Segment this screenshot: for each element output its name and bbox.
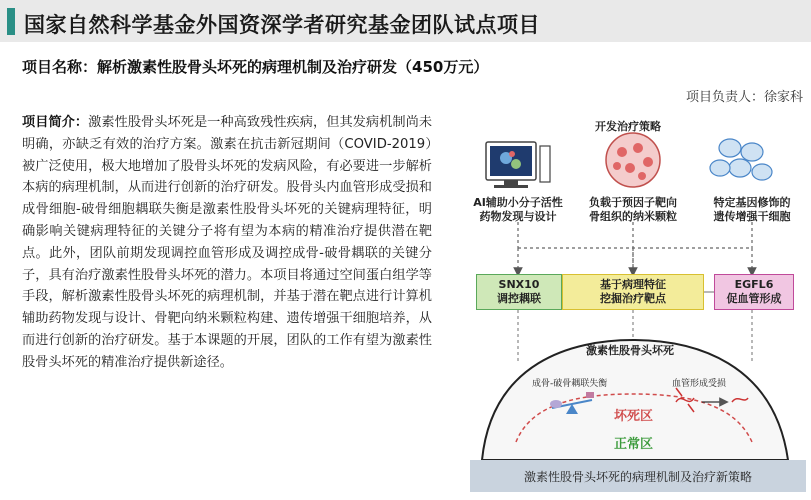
computer-icon: [486, 142, 550, 188]
mechanism-figure: [462, 112, 808, 492]
strategy-nano-line2: 骨组织的纳米颗粒: [589, 210, 677, 223]
target-line2: 挖掘治疗靶点: [600, 292, 666, 305]
vessel-label: 血管形成受损: [672, 379, 727, 389]
project-name: 项目名称：解析激素性股骨头坏死的病理机制及治疗研发（450万元）: [22, 58, 489, 76]
necrosis-zone-label: 坏死区: [614, 409, 654, 424]
snx10-box: [476, 274, 562, 310]
strategy-ai-line1: AI辅助小分子活性: [473, 196, 563, 209]
normal-zone-label: 正常区: [614, 437, 654, 452]
strategy-stem-line2: 遗传增强干细胞: [713, 210, 791, 223]
imbalance-label: 成骨-破骨耦联失衡: [532, 379, 608, 389]
figure-caption: 激素性股骨头坏死的病理机制及治疗新策略: [470, 460, 806, 492]
snx10-line1: SNX10: [498, 278, 540, 291]
strategy-nano-line1: 负载于预因子靶向: [589, 196, 677, 209]
strategy-nanoparticle: [581, 196, 685, 224]
target-box: [562, 274, 704, 310]
strategy-title: 开发治疗策略: [595, 120, 661, 133]
egfl6-box: [714, 274, 794, 310]
target-line1: 基于病理特征: [600, 278, 666, 291]
nanoparticle-icon: [606, 133, 660, 187]
intro-text: 激素性股骨头坏死是一种高致残性疾病，但其发病机制尚未明确，亦缺乏有效的治疗方案。激素在抗击新冠期间（COVID-2019）被广泛使用，极大地增加了股骨头坏死的发病风险，有必要进一步解析本病的病理机制，从而进行创新的治疗研发。股骨头内血管形成受损和成骨细胞-破骨细胞耦联失衡是激素性股骨头坏死的关键病理特征，明确影响关键病理特征的关键分子将有望为本病的精准治疗提供潜在靶点。此外，团队前期发现调控血管形成及调控成骨-破骨耦联的关键分子，具有治疗激素性股骨头坏死的潜力。本项目将通过空间蛋白组学等手段，解析激素性股骨头坏死的病理机制，并基于潜在靶点进行计算机辅助药物发现与设计、骨靶向纳米颗粒构建、遗传增强干细胞培养，从而进行创新的治疗研发。基于本课题的开展，团队的工作有望为激素性股骨头坏死的精准治疗提供新途径。: [22, 115, 433, 370]
intro-label: 项目简介：: [22, 115, 89, 130]
egfl6-line1: EGFL6: [734, 278, 774, 291]
disease-label: 激素性股骨头坏死: [586, 344, 674, 357]
strategy-ai-line2: 药物发现与设计: [479, 210, 557, 223]
strategy-ai: [466, 196, 570, 224]
page-title: 国家自然科学基金外国资深学者研究基金团队试点项目: [24, 13, 540, 37]
project-intro: [22, 112, 432, 374]
header-accent-bar: [7, 8, 15, 35]
egfl6-line2: 促血管形成: [726, 292, 782, 305]
header-banner: [0, 0, 811, 42]
strategy-stem-line1: 特定基因修饰的: [713, 196, 791, 209]
snx10-line2: 调控耦联: [497, 292, 541, 305]
strategy-stemcell: [700, 196, 804, 224]
project-leader: 项目负责人：徐家科: [685, 90, 803, 105]
stem-cells-icon: [710, 139, 772, 180]
